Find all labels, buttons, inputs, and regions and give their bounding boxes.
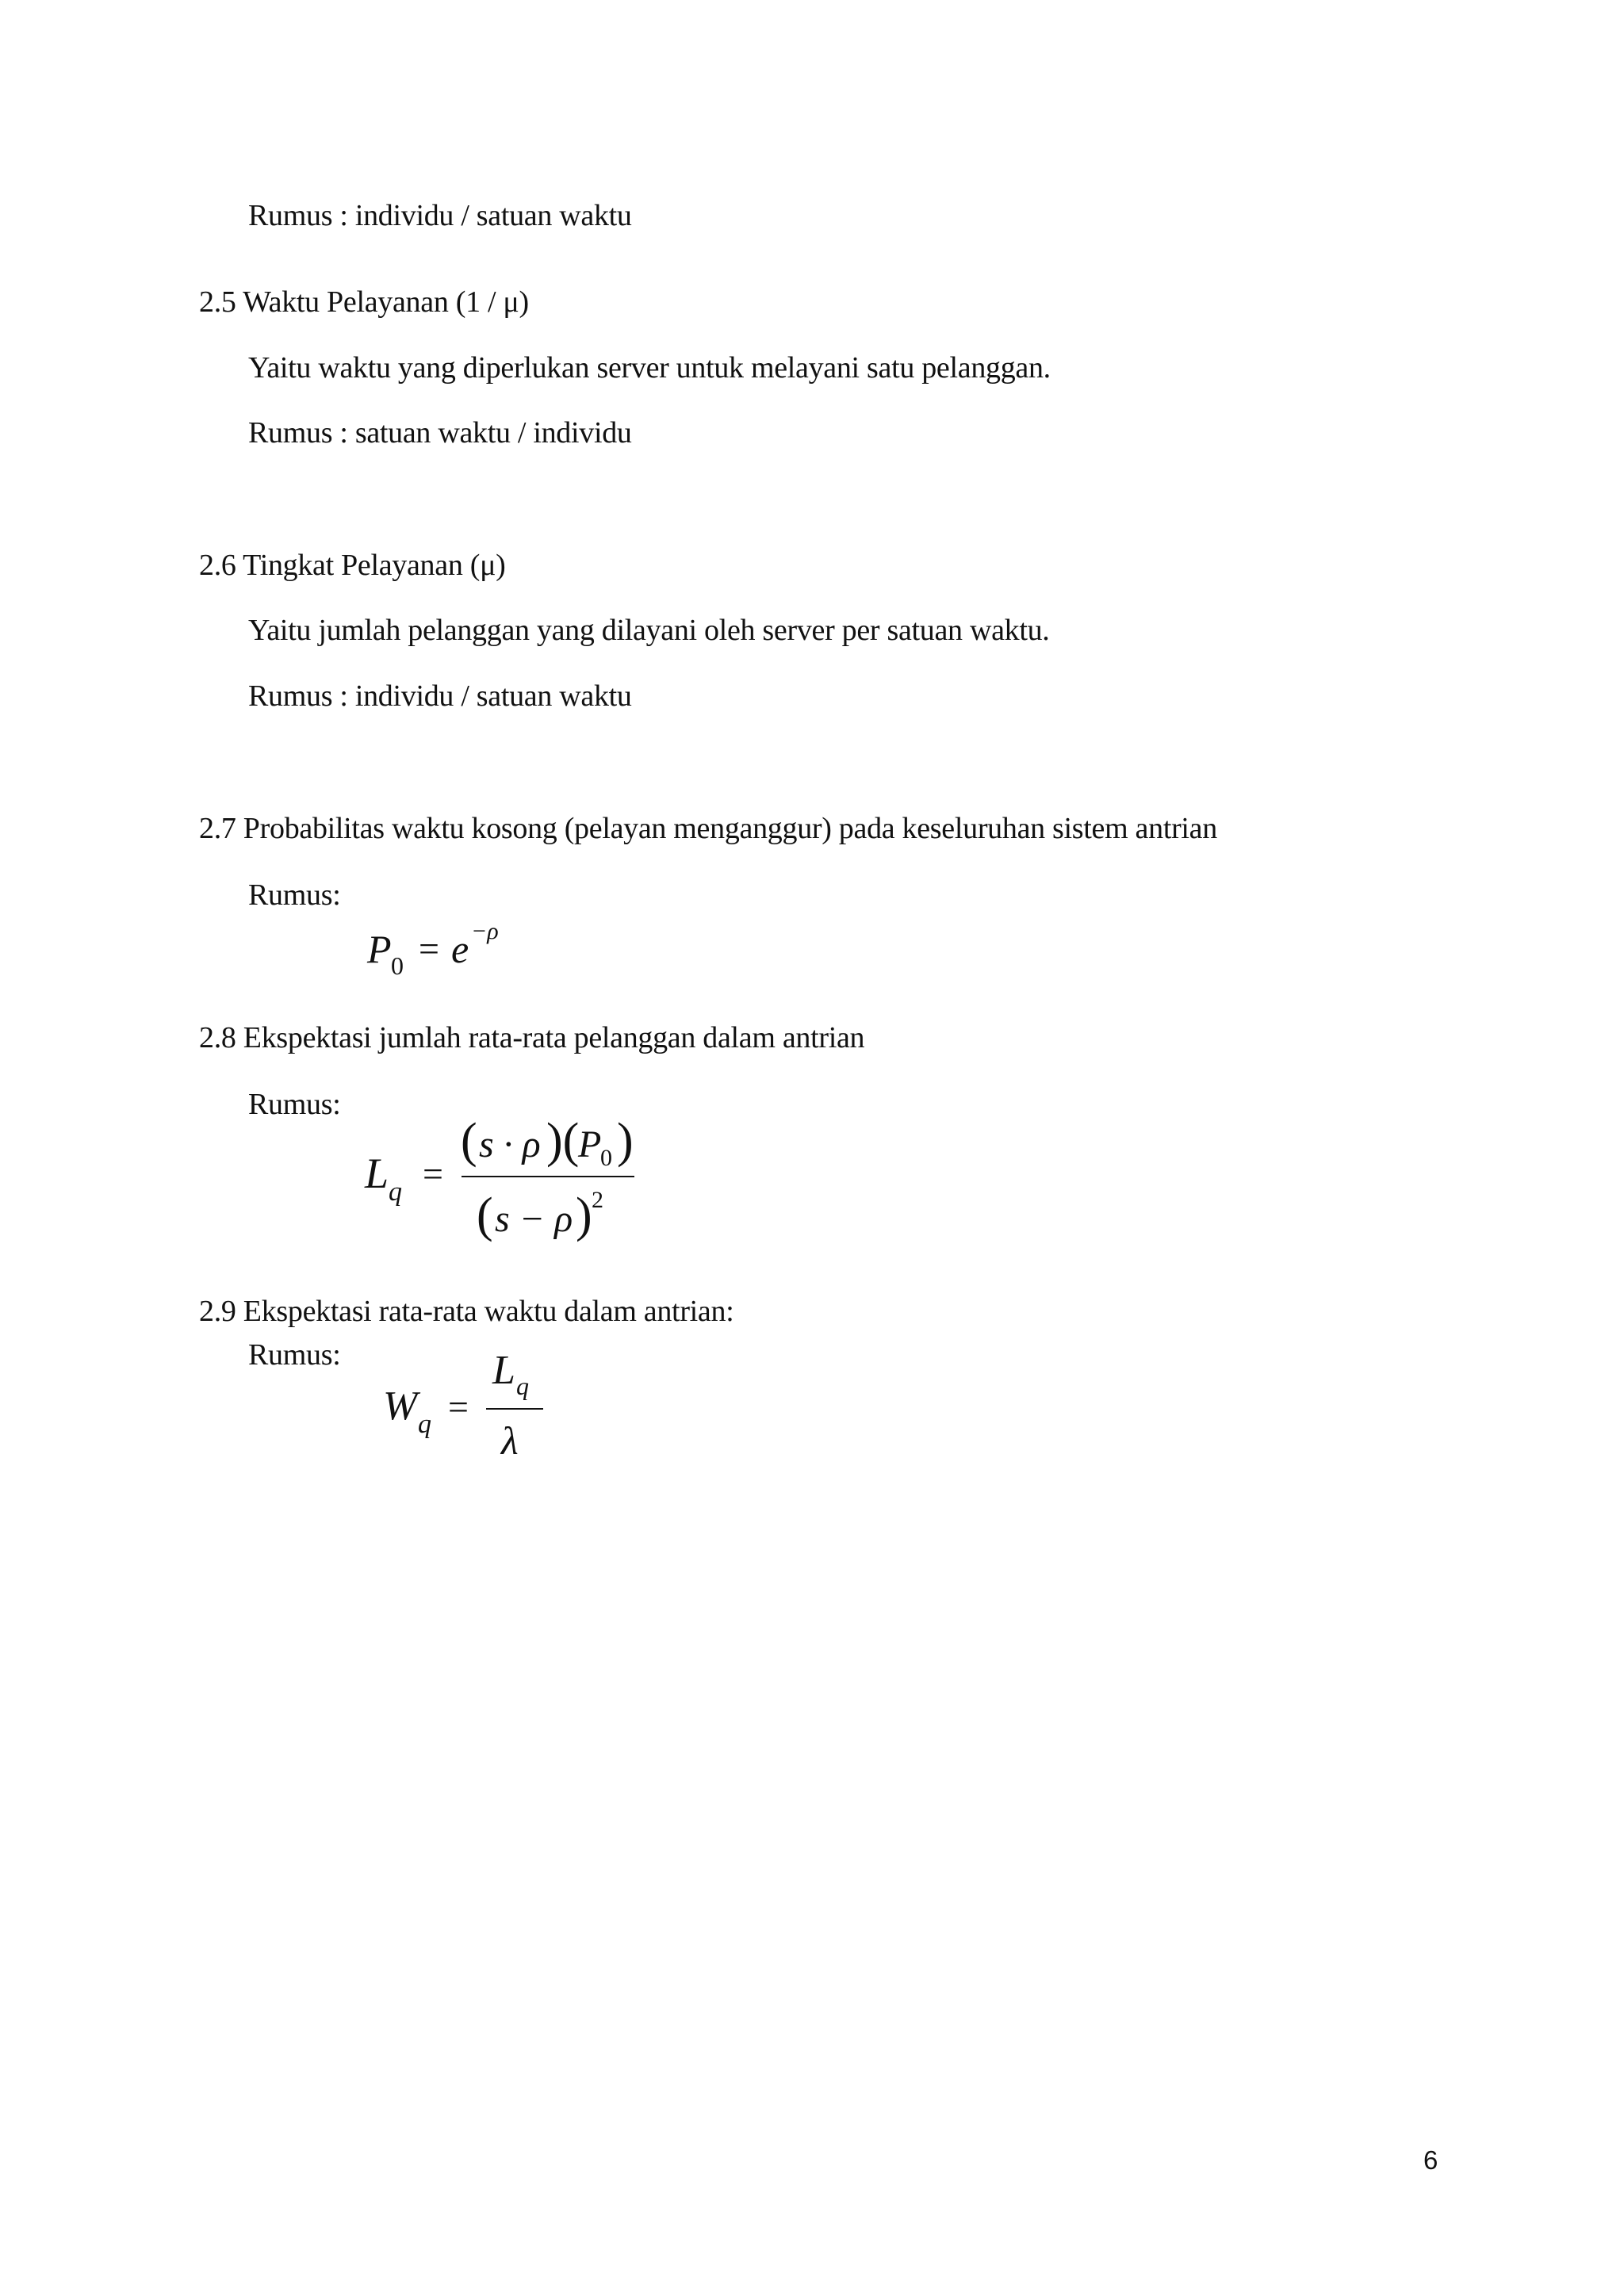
formula-wq-lhs: W xyxy=(383,1383,418,1429)
section-2-9-heading: 2.9 Ekspektasi rata-rata waktu dalam antrian: xyxy=(199,1295,734,1328)
formula-wq-lhs-sub: q xyxy=(418,1410,431,1439)
section-2-5-heading: 2.5 Waktu Pelayanan (1 / μ) xyxy=(199,285,529,319)
formula-wq-numerator: L xyxy=(492,1348,515,1393)
formula-lq-numerator-a: s · ρ xyxy=(479,1123,541,1165)
section-2-7-rumus: Rumus: xyxy=(248,878,341,912)
formula-lq-numerator-b-sub: 0 xyxy=(600,1145,612,1171)
formula-p0-equals: = xyxy=(419,928,439,969)
section-2-5-description: Yaitu waktu yang diperlukan server untuk melayani satu pelanggan. xyxy=(248,351,1051,385)
formula-p0-lhs: P xyxy=(367,927,392,971)
formula-wq-equals: = xyxy=(448,1387,469,1427)
formula-p0-exponent: −ρ xyxy=(471,918,499,944)
top-rumus-line: Rumus : individu / satuan waktu xyxy=(248,199,632,232)
section-2-9-rumus: Rumus: xyxy=(248,1338,341,1372)
section-2-5-rumus: Rumus : satuan waktu / individu xyxy=(248,416,632,450)
formula-lq-denominator: s − ρ xyxy=(495,1198,573,1240)
formula-p0-base: e xyxy=(451,927,469,971)
formula-wq-denominator: λ xyxy=(501,1418,519,1463)
formula-lq-numerator-b: P xyxy=(578,1123,602,1165)
section-2-6-heading: 2.6 Tingkat Pelayanan (μ) xyxy=(199,549,506,582)
page-number: 6 xyxy=(1423,2145,1438,2175)
formula-p0-lhs-sub: 0 xyxy=(391,951,404,980)
formula-lq-fraction-bar xyxy=(462,1176,634,1177)
formula-lq-denominator-exponent: 2 xyxy=(592,1187,603,1213)
section-2-8-heading: 2.8 Ekspektasi jumlah rata-rata pelanggan dalam antrian xyxy=(199,1021,865,1054)
formula-lq-lhs-sub: q xyxy=(389,1177,402,1207)
formula-wq-fraction-bar xyxy=(486,1408,543,1410)
formula-lq-equals: = xyxy=(423,1154,443,1194)
section-2-8-rumus: Rumus: xyxy=(248,1088,341,1121)
section-2-7-heading: 2.7 Probabilitas waktu kosong (pelayan menganggur) pada keseluruhan sistem antrian xyxy=(199,812,1217,845)
formula-lq-lhs: L xyxy=(365,1150,389,1197)
section-2-6-rumus: Rumus : individu / satuan waktu xyxy=(248,679,632,713)
formula-wq-numerator-sub: q xyxy=(516,1372,529,1400)
section-2-6-description: Yaitu jumlah pelanggan yang dilayani oleh server per satuan waktu. xyxy=(248,614,1050,647)
